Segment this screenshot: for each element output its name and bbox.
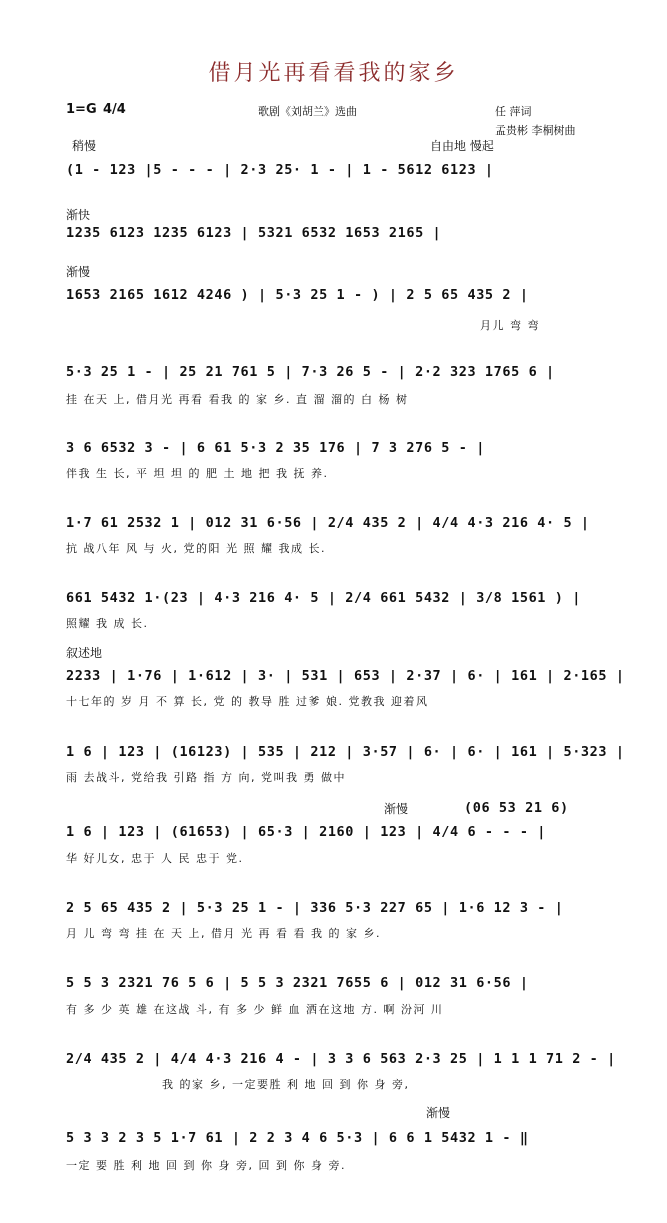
system-12-notes: 5 5 3 2321 76 5 6 | 5 5 3 2321 7655 6 | 012 31 6·56 |: [66, 975, 529, 991]
system-11-notes: 2 5 65 435 2 | 5·3 25 1 - | 336 5·3 227 65 | 1·6 12 3 - |: [66, 900, 564, 916]
key-signature: 1=G: [66, 102, 97, 117]
system-7-lyrics: 照耀 我 成 长.: [66, 617, 149, 630]
system-12-lyrics: 有 多 少 英 雄 在这战 斗, 有 多 少 鲜 血 洒在这地 方. 啊 汾河 川: [66, 1003, 444, 1016]
system-11-lyrics: 月 儿 弯 弯 挂 在 天 上, 借月 光 再 看 看 我 的 家 乡.: [66, 927, 381, 940]
system-6-lyrics: 抗 战八年 风 与 火, 党的阳 光 照 耀 我成 长.: [66, 542, 326, 555]
tempo-mark-6: 渐慢: [384, 802, 409, 816]
tempo-mark-5: 叙述地: [66, 646, 103, 660]
song-title: 借月光再看看我的家乡: [208, 61, 459, 86]
system-3-lyrics: 月儿 弯 弯: [480, 319, 540, 332]
system-3-notes: 1653 2165 1612 4246 ) | 5·3 25 1 - ) | 2 5 65 435 2 |: [66, 287, 529, 303]
system-9-lyrics: 雨 去战斗, 党给我 引路 指 方 向, 党叫我 勇 做中: [66, 771, 346, 784]
composers: 孟贵彬 李桐树曲: [495, 124, 576, 137]
system-4-notes: 5·3 25 1 - | 25 21 761 5 | 7·3 26 5 - | 2·2 323 1765 6 |: [66, 364, 555, 380]
source-note: 歌剧《刘胡兰》选曲: [258, 105, 357, 118]
tempo-mark-4: 渐慢: [66, 265, 91, 279]
system-5-notes: 3 6 6532 3 - | 6 61 5·3 2 35 176 | 7 3 276 5 - |: [66, 440, 485, 456]
interlude-notes: (06 53 21 6): [464, 800, 569, 816]
system-10-lyrics: 华 好儿女, 忠于 人 民 忠于 党.: [66, 852, 244, 865]
lyricist: 任 萍词: [495, 105, 532, 118]
system-2-notes: 1235 6123 1235 6123 | 5321 6532 1653 2165 |: [66, 225, 442, 241]
system-8-lyrics: 十七年的 岁 月 不 算 长, 党 的 教导 胜 过爹 娘. 党教我 迎着风: [66, 695, 429, 708]
system-10-notes: 1 6 | 123 | (61653) | 65·3 | 2160 | 123 | 4/4 6 - - - |: [66, 824, 547, 840]
system-7-notes: 661 5432 1·(23 | 4·3 216 4· 5 | 2/4 661 5432 | 3/8 1561 ) |: [66, 590, 581, 606]
system-1-notes: (1 - 123 |5 - - - | 2·3 25· 1 - | 1 - 5612 6123 |: [66, 162, 494, 178]
tempo-mark-2: 自由地 慢起: [430, 139, 494, 153]
time-signature: 4/4: [103, 102, 126, 117]
system-14-notes: 5 3 3 2 3 5 1·7 61 | 2 2 3 4 6 5·3 | 6 6 1 5432 1 - ‖: [66, 1130, 529, 1146]
tempo-mark-3: 渐快: [66, 208, 91, 222]
system-4-lyrics: 挂 在天 上, 借月光 再看 看我 的 家 乡. 直 溜 溜的 白 杨 树: [66, 393, 409, 406]
system-13-lyrics: 我 的家 乡, 一定要胜 利 地 回 到 你 身 旁,: [162, 1078, 410, 1091]
system-13-notes: 2/4 435 2 | 4/4 4·3 216 4 - | 3 3 6 563 2·3 25 | 1 1 1 71 2 - |: [66, 1051, 616, 1067]
tempo-mark-7: 渐慢: [426, 1106, 451, 1120]
tempo-mark-1: 稍慢: [72, 139, 97, 153]
system-14-lyrics: 一定 要 胜 利 地 回 到 你 身 旁, 回 到 你 身 旁.: [66, 1159, 346, 1172]
system-9-notes: 1 6 | 123 | (16123) | 535 | 212 | 3·57 | 6· | 6· | 161 | 5·323 |: [66, 744, 625, 760]
system-8-notes: 2233 | 1·76 | 1·612 | 3· | 531 | 653 | 2·37 | 6· | 161 | 2·165 |: [66, 668, 625, 684]
system-6-notes: 1·7 61 2532 1 | 012 31 6·56 | 2/4 435 2 | 4/4 4·3 216 4· 5 |: [66, 515, 590, 531]
system-5-lyrics: 伴我 生 长, 平 坦 坦 的 肥 土 地 把 我 抚 养.: [66, 467, 329, 480]
